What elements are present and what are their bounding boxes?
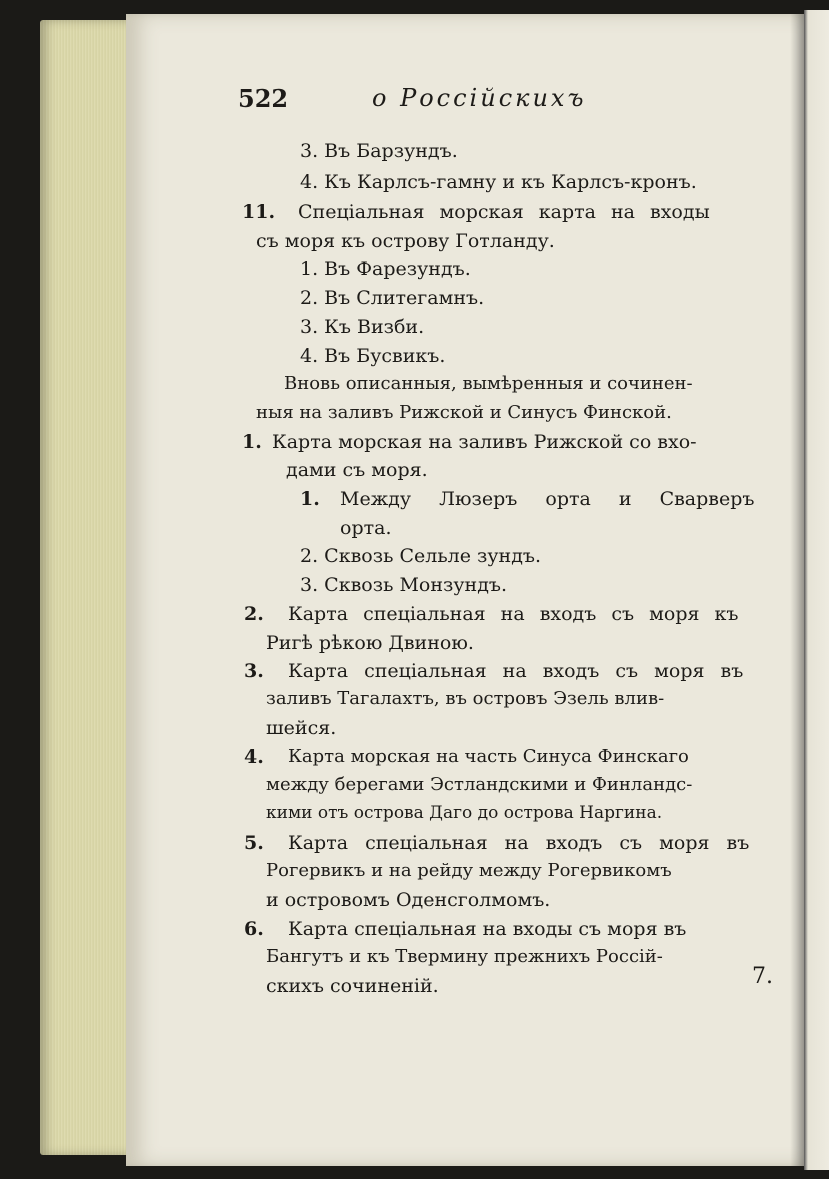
text-line: и островомъ Оденсголмомъ. [266,889,551,911]
text-line: орта. [340,517,392,539]
item-number: 4. [244,746,264,768]
text-line: Карта спеціальная на входъ съ моря къ [288,603,739,625]
text-line: Карта морская на часть Синуса Финскаго [288,746,689,767]
item-number: 5. [244,832,264,854]
text-line: ныя на заливъ Рижской и Синусъ Финской. [256,402,672,423]
text-line: 3. Къ Визби. [300,316,425,338]
text-line: Карта спеціальная на входъ съ моря въ [288,832,750,854]
text-line: съ моря къ острову Готланду. [256,230,555,252]
text-line: Между Люзеръ орта и Сварверъ [340,488,755,510]
item-number: 6. [244,918,264,940]
text-line: кими отъ острова Даго до острова Наргина. [266,803,663,823]
item-number: 3. [244,660,264,682]
catchword: 7. [752,964,773,989]
text-line: скихъ сочиненій. [266,975,439,997]
text-line: Карта морская на заливъ Рижской со вхо- [272,431,697,453]
page-block-edge [40,20,130,1155]
text-line: Спеціальная морская карта на входы [298,201,710,223]
text-line: шейся. [266,717,337,739]
item-number: 1. [242,431,262,453]
facing-page-edge [804,10,829,1170]
text-line: Рогервикъ и на рейду между Рогервикомъ [266,860,672,881]
text-line: Ригѣ рѣкою Двиною. [266,632,474,654]
text-line: заливъ Тагалахтъ, въ островъ Эзель влив- [266,688,665,709]
text-line: 2. Сквозь Сельле зундъ. [300,545,542,567]
text-line: между берегами Эстландскими и Финландс- [266,774,693,795]
text-line: дами съ моря. [286,459,428,481]
text-line: Карта спеціальная на входы съ моря въ [288,918,687,940]
item-number: 1. [300,488,320,510]
text-line: Вновь описанныя, вымѣренныя и сочинен- [284,373,693,394]
text-line: 4. Къ Карлсъ-гамну и къ Карлсъ-кронъ. [300,171,697,193]
text-line: Карта спеціальная на входъ съ моря въ [288,660,744,682]
page-number: 522 [238,84,289,113]
text-line: 3. Сквозь Монзундъ. [300,574,508,596]
item-number: 2. [244,603,264,625]
running-title: о Россійскихъ [372,84,587,112]
item-number: 11. [242,201,276,223]
text-line: 1. Въ Фарезундъ. [300,258,471,280]
text-line: 3. Въ Барзундъ. [300,140,458,162]
text-line: 4. Въ Бусвикъ. [300,345,446,367]
text-line: Бангутъ и къ Твермину прежнихъ Россій- [266,946,663,967]
text-line: 2. Въ Слитегамнъ. [300,287,485,309]
